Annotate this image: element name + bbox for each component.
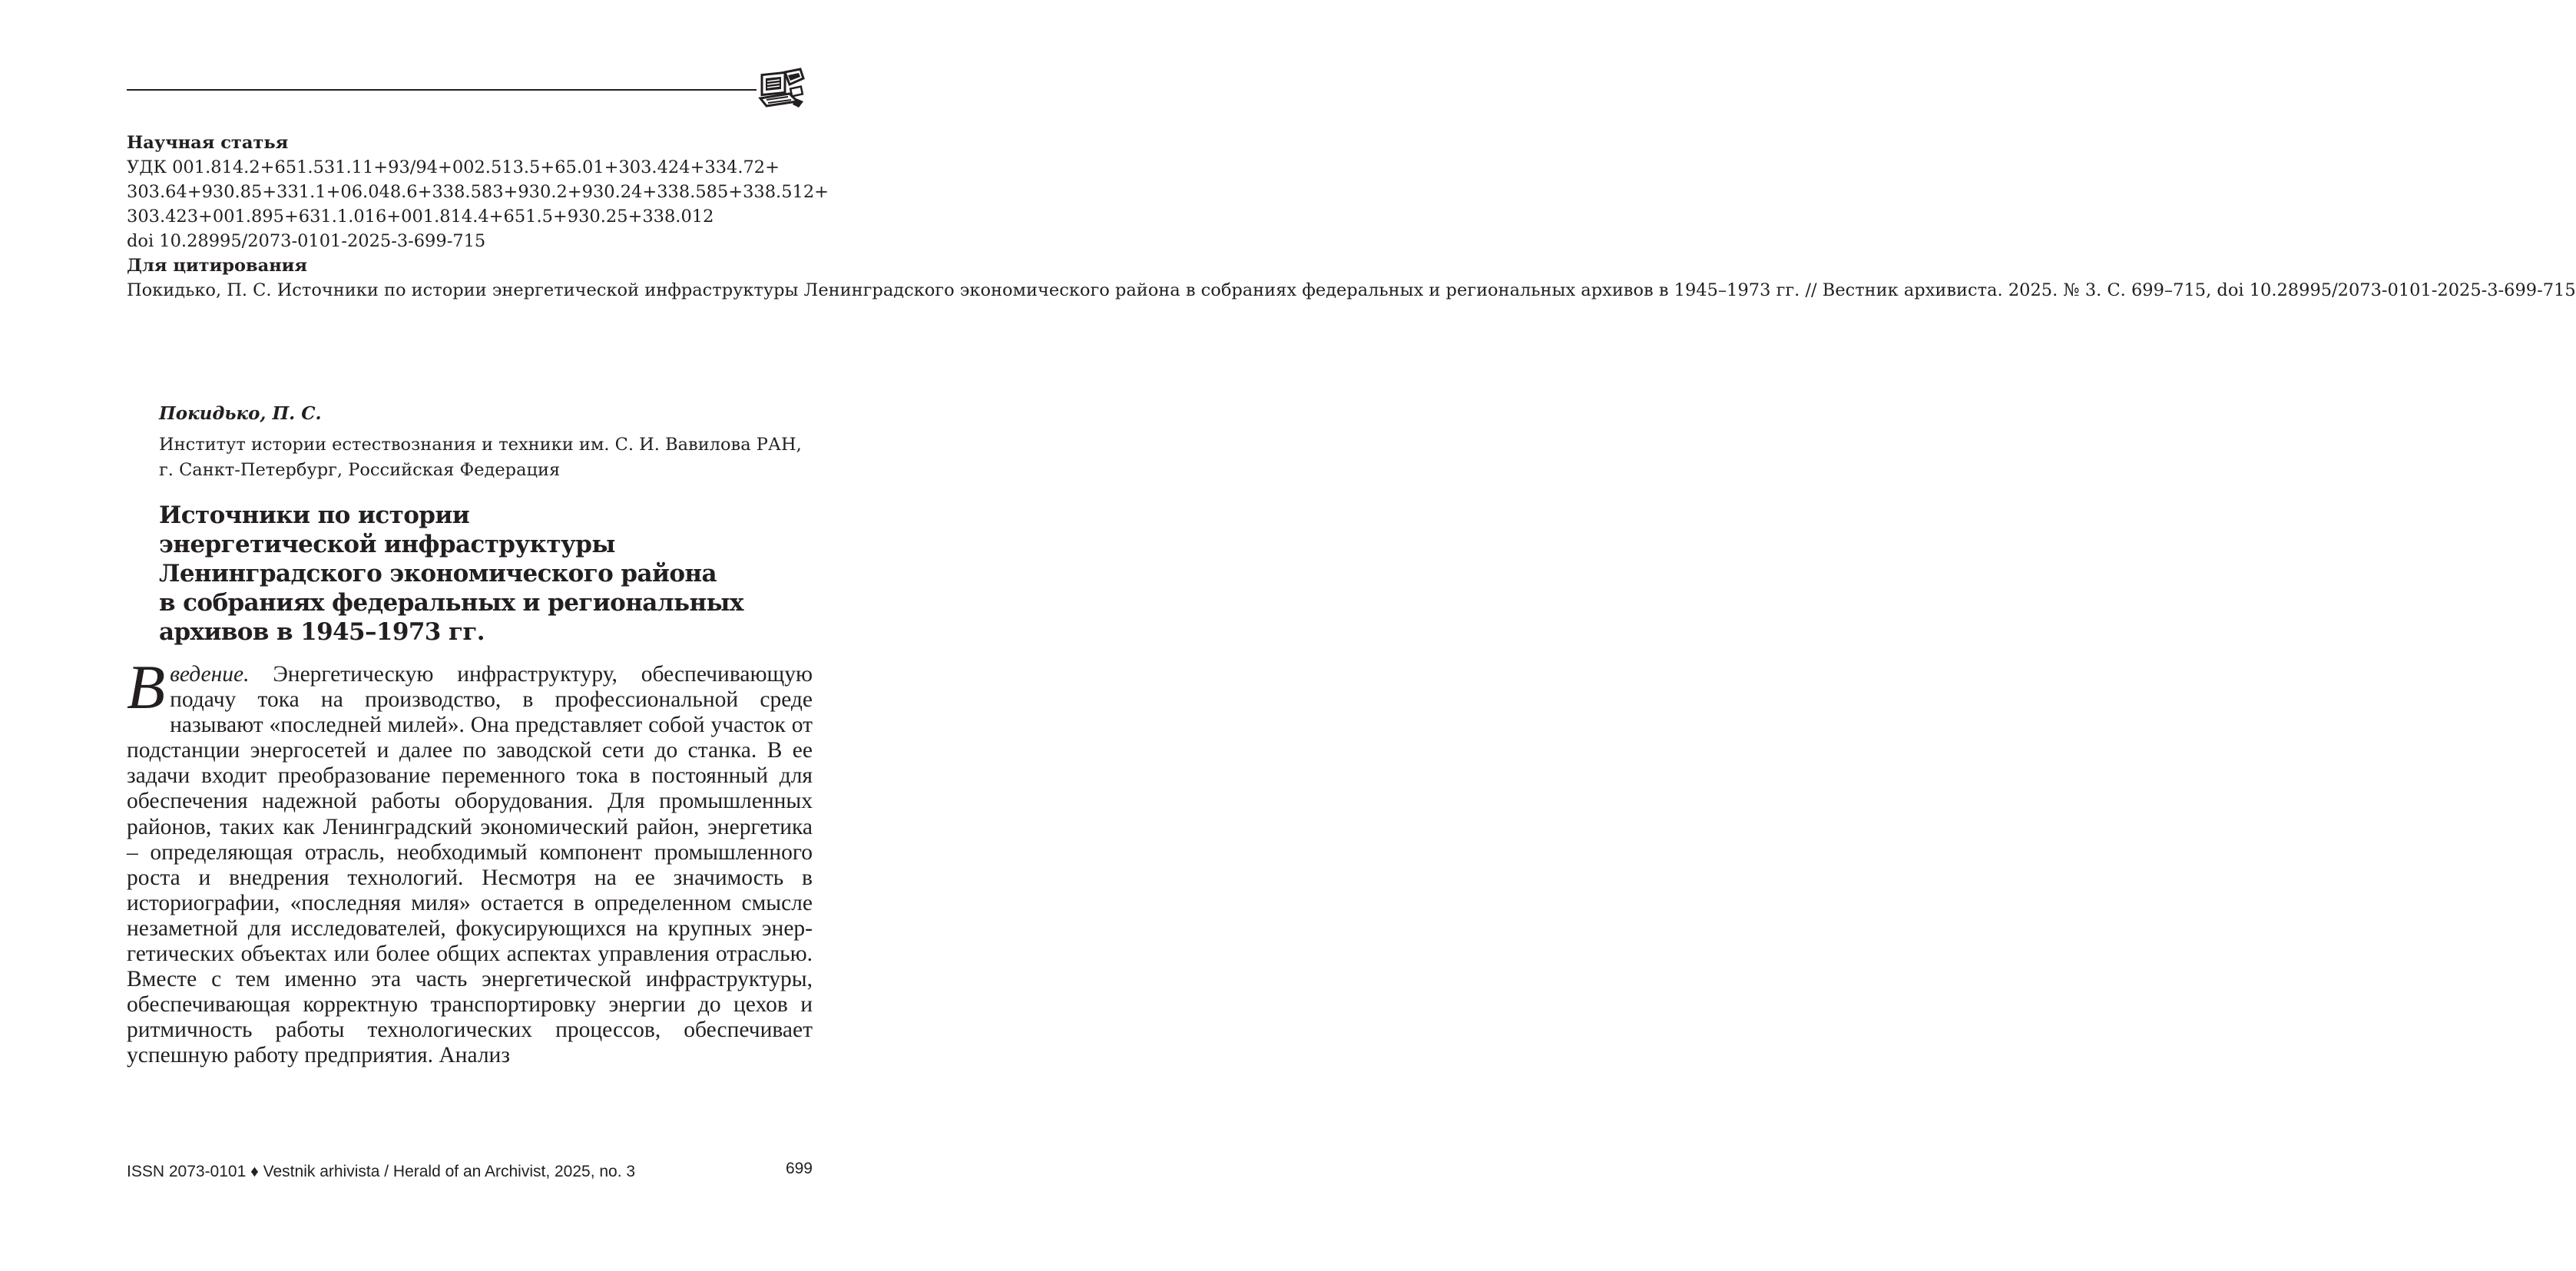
udk-line: 303.423+001.895+631.1.016+001.814.4+651.5+930.25+338.012: [127, 207, 714, 227]
citation-heading: Для цитирования: [127, 256, 307, 276]
affiliation-line: Институт истории естествознания и техники им. С. И. Вавилова РАН,: [159, 435, 802, 455]
page-number: 699: [785, 1160, 813, 1177]
title-line: Источники по истории: [159, 501, 470, 529]
author-block: [159, 401, 812, 483]
title-line: Ленинградского экономического района: [159, 560, 717, 588]
udk-line: 303.64+930.85+331.1+06.048.6+338.583+930.2+930.24+338.585+338.512+: [127, 182, 829, 202]
title-line: архивов в 1945–1973 гг.: [159, 618, 485, 646]
doi: doi 10.28995/2073-0101-2025-3-699-715: [127, 231, 486, 251]
udk-line: УДК 001.814.2+651.531.11+93/94+002.513.5+65.01+303.424+334.72+: [127, 157, 780, 177]
body-paragraph: [127, 652, 813, 1069]
article-title: [159, 501, 789, 647]
body-text: Энергетическую инфраструктуру, обеспечивающую подачу тока на производство, в профессиональной среде называют «последней милей». Она представляет собой участок от подстанции энергосетей и далее по заводской сети до станка. В ее задачи входит преобразование переменного тока в постоянный для обеспечения надежной работы оборудования. Для промышленных районов, таких как Ленинградский экономический район, энергетика – определяющая отрасль, необходимый компонент промышленного роста и внедрения технологий. Несмотря на ее значимость в историографии, «последняя миля» остается в определенном смысле незаметной для исследователей, фокусирующихся на крупных энергетических объектах или более общих аспектах управления отраслью. Вместе с тем именно эта часть энергетической инфраструктуры, обеспечивающая корректную транспортировку энергии до цехов и ритмичность работы технологических процессов, обеспечивает успешную работу предприятия. Анализ: [127, 662, 813, 1068]
lead-word: ведение.: [170, 662, 250, 687]
author-name: Покидько, П. С.: [159, 403, 322, 424]
article-type: Научная статья: [127, 133, 289, 153]
title-line: в собраниях федеральных и региональных: [159, 589, 743, 617]
citation-text: Покидько, П. С. Источники по истории энергетической инфраструктуры Ленинградского экономического района в собраниях федеральных и региональных архивов в 1945–1973 гг. // Вестник архивиста. 2025. № 3. С. 699–715, doi 10.28995/2073-0101-2025-3-699-715: [127, 280, 2576, 300]
affiliation-line: г. Санкт-Петербург, Российская Федерация: [159, 460, 561, 480]
footer-journal-info: ISSN 2073-0101 ♦ Vestnik arhivista / Herald of an Archivist, 2025, no. 3: [127, 1163, 636, 1180]
article-meta: [127, 131, 2576, 303]
drop-cap: В: [127, 652, 166, 722]
header-rule: [127, 89, 757, 91]
title-line: энергетической инфраструктуры: [159, 531, 615, 558]
computer-archive-icon: [759, 68, 806, 111]
